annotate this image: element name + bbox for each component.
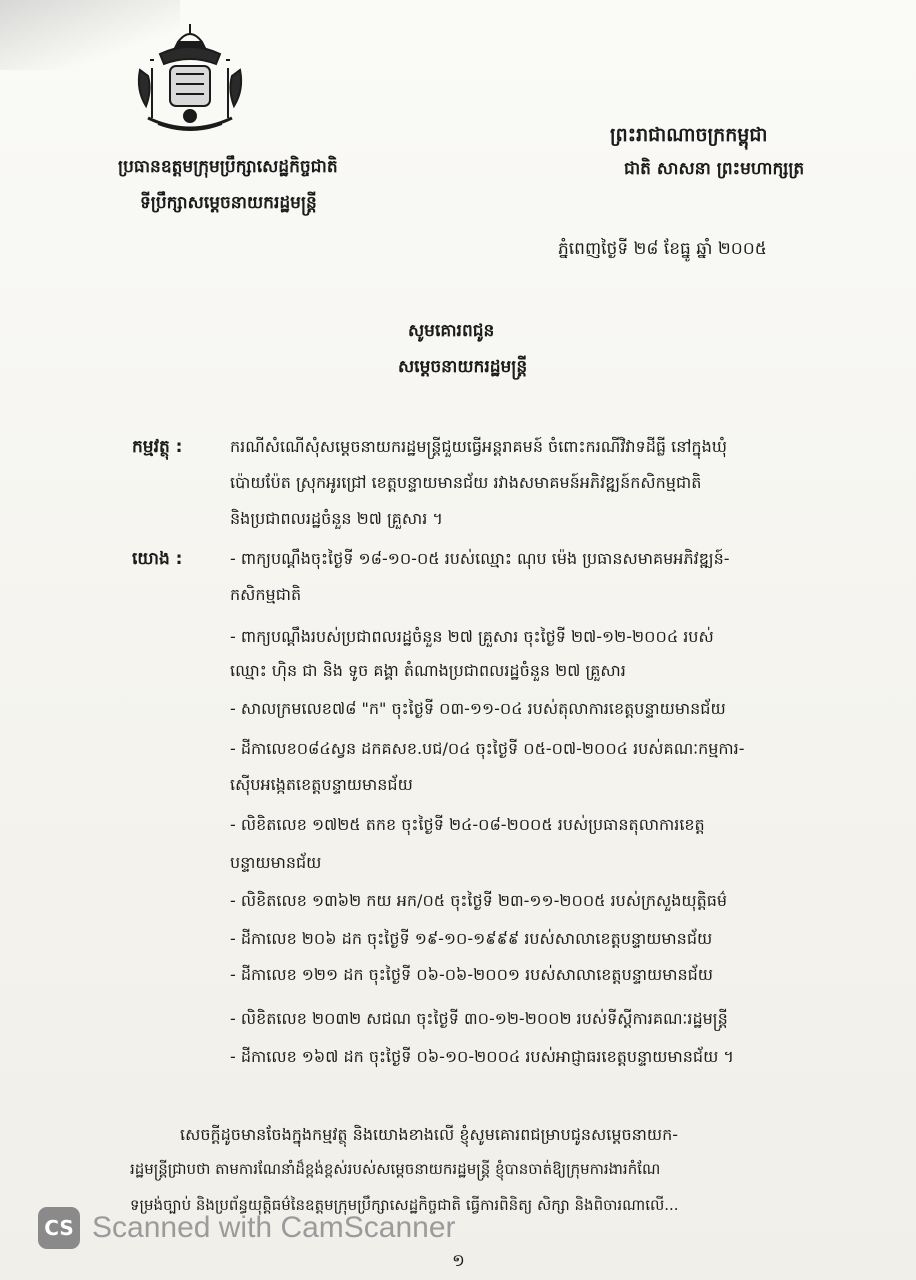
reference-label: យោង : [132,549,183,569]
reference-line: - ដីកាលេខ ២០៦ ដក ចុះថ្ងៃទី ១៩-១០-១៩៩៩ របស់សាលាខេត្តបន្ទាយមានជ័យ [230,929,713,948]
reference-line: - លិខិតលេខ ១៧២៥ តកខ ចុះថ្ងៃទី ២៤-០៨-២០០៥ របស់ប្រធានតុលាការខេត្ត [230,815,705,834]
reference-line: - សាលក្រមលេខ៧៨ "ក" ចុះថ្ងៃទី ០៣-១១-០៤ របស់តុលាការខេត្តបន្ទាយមានជ័យ [230,699,726,718]
reference-line: - ដីកាលេខ ១២១ ដក ចុះថ្ងៃទី ០៦-០៦-២០០១ របស់សាលាខេត្តបន្ទាយមានជ័យ [230,965,713,984]
reference-line: បន្ទាយមានជ័យ [230,853,322,872]
addressee-salutation: សូមគោរពជូន [408,321,495,341]
royal-emblem-icon [130,20,250,138]
organization-line-2: ទីប្រឹក្សាសម្ដេចនាយករដ្ឋមន្ត្រី [140,193,317,213]
watermark-text: Scanned with CamScanner [92,1211,456,1244]
subject-line: ប៉ោយប៉ែត ស្រុកអូរជ្រៅ ខេត្តបន្ទាយមានជ័យ រវាងសមាគមន៍អភិវឌ្ឍន៍កសិកម្មជាតិ [230,473,702,492]
page-number: ១ [452,1251,465,1271]
body-line: សេចក្ដីដូចមានចែងក្នុងកម្មវត្ថុ និងយោងខាងលើ ខ្ញុំសូមគោរពជម្រាបជូនសម្ដេចនាយក- [180,1125,679,1144]
organization-line-1: ប្រធានឧត្តមក្រុមប្រឹក្សាសេដ្ឋកិច្ចជាតិ [118,157,338,177]
reference-line: - ដីកាលេខ ១៦៧ ដក ចុះថ្ងៃទី ០៦-១០-២០០៤ របស់អាជ្ញាធរខេត្តបន្ទាយមានជ័យ ។ [230,1047,734,1066]
reference-line: - ដីកាលេខ០៨៤ស្វន ដកគសខ.បជ/០៤ ចុះថ្ងៃទី ០៥-០៧-២០០៤ របស់គណៈកម្មការ- [230,739,745,758]
reference-line: - ពាក្យបណ្ដឹងរបស់ប្រជាពលរដ្ឋចំនួន ២៧ គ្រួសារ ចុះថ្ងៃទី ២៧-១២-២០០៤ របស់ [230,627,714,646]
body-line: រដ្ឋមន្ត្រីជ្រាបថា តាមការណែនាំដ៏ខ្ពង់ខ្ពស់របស់សម្ដេចនាយករដ្ឋមន្ត្រី ខ្ញុំបានចាត់ឱ្យក្រុមការងារកំណែ [130,1160,661,1178]
subject-line: និងប្រជាពលរដ្ឋចំនួន ២៧ គ្រួសារ ។ [230,509,443,528]
subject-label: កម្មវត្ថុ : [132,437,183,457]
camscanner-watermark [38,1205,456,1251]
reference-line: ឈ្មោះ ហ៊ិន ជា និង ទូច គង្គា តំណាងប្រជាពលរដ្ឋចំនួន ២៧ គ្រួសារ [230,661,626,680]
reference-line: កសិកម្មជាតិ [230,585,302,604]
national-motto: ជាតិ សាសនា ព្រះមហាក្សត្រ [624,159,805,179]
reference-line: - លិខិតលេខ ១៣៦២ កយ អក/០៥ ចុះថ្ងៃទី ២៣-១១-២០០៥ របស់ក្រសួងយុត្តិធម៌ [230,891,728,910]
reference-line: - ពាក្យបណ្ដឹងចុះថ្ងៃទី ១៨-១០-០៥ របស់ឈ្មោះ ណុប ម៉េង ប្រធានសមាគមអភិវឌ្ឍន៍- [230,549,730,568]
reference-line: - លិខិតលេខ ២០៣២ សជណ ចុះថ្ងៃទី ៣០-១២-២០០២ របស់ទីស្ដីការគណៈរដ្ឋមន្ត្រី [230,1009,728,1028]
kingdom-title: ព្រះរាជាណាចក្រកម្ពុជា [610,124,768,146]
addressee-name: សម្ដេចនាយករដ្ឋមន្ត្រី [398,357,528,377]
letter-date: ភ្នំពេញថ្ងៃទី ២៨ ខែធ្នូ ឆ្នាំ ២០០៥ [558,239,767,259]
camscanner-logo-icon: CS [38,1207,80,1249]
reference-line: ស៊ើបអង្កេតខេត្តបន្ទាយមានជ័យ [230,775,413,794]
subject-line: ករណីសំណើសុំសម្ដេចនាយករដ្ឋមន្ត្រីជួយធ្វើអន្តរាគមន៍ ចំពោះករណីវិវាទដីធ្លី នៅក្នុងឃុំ [230,437,727,456]
body-line: ទម្រង់ច្បាប់ និងប្រព័ន្ធយុត្តិធម៌នៃឧត្តមក្រុមប្រឹក្សាសេដ្ឋកិច្ចជាតិ ធ្វើការពិនិត្យ សិក្សា និងពិចារណាលើ... [130,1196,679,1214]
